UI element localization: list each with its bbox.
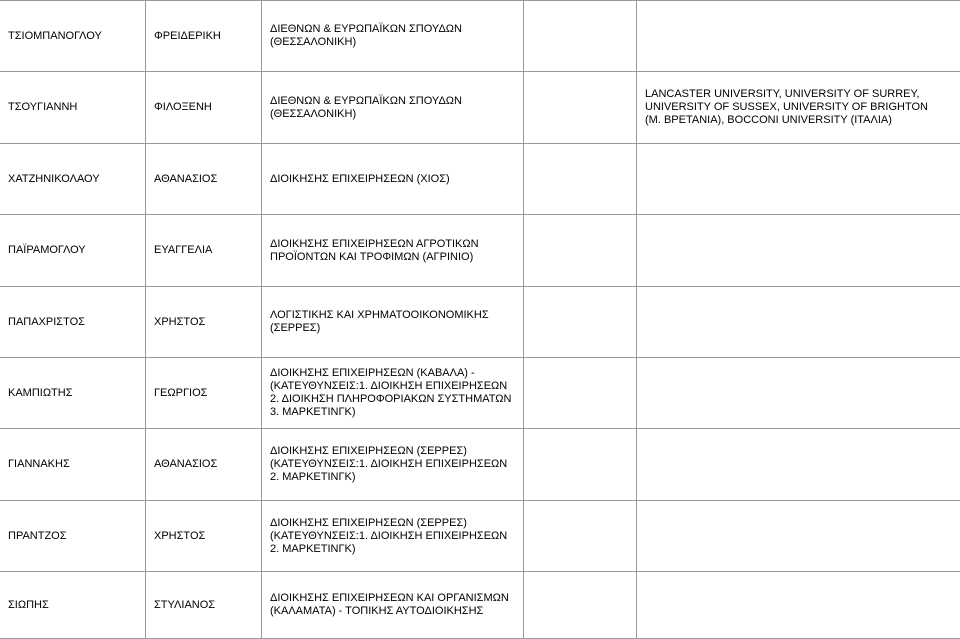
first-name-cell: ΕΥΑΓΓΕΛΙΑ [146,215,262,287]
empty-cell [524,215,637,287]
empty-cell [524,572,637,639]
universities-cell [637,215,960,287]
surname-cell: ΧΑΤΖΗΝΙΚΟΛΑΟΥ [0,144,146,215]
surname-cell: ΓΙΑΝΝΑΚΗΣ [0,429,146,501]
table-row [0,144,960,215]
table-row [0,572,960,639]
first-name-cell: ΧΡΗΣΤΟΣ [146,287,262,358]
department-cell: ΔΙΟΙΚΗΣΗΣ ΕΠΙΧΕΙΡΗΣΕΩΝ (ΣΕΡΡΕΣ) (ΚΑΤΕΥΘΥΝΣΕΙΣ:1. ΔΙΟΙΚΗΣΗ ΕΠΙΧΕΙΡΗΣΕΩΝ 2. ΜΑΡΚΕΤΙΝΓΚ) [262,429,524,501]
table-row [0,72,960,144]
first-name-cell: ΣΤΥΛΙΑΝΟΣ [146,572,262,639]
surname-cell: ΚΑΜΠΙΩΤΗΣ [0,358,146,429]
empty-cell [524,501,637,572]
table-row [0,429,960,501]
surname-cell: ΠΑΪΡΑΜΟΓΛΟΥ [0,215,146,287]
empty-cell [524,1,637,72]
table-row [0,215,960,287]
department-cell: ΔΙΟΙΚΗΣΗΣ ΕΠΙΧΕΙΡΗΣΕΩΝ ΚΑΙ ΟΡΓΑΝΙΣΜΩΝ (ΚΑΛΑΜΑΤΑ) - ΤΟΠΙΚΗΣ ΑΥΤΟΔΙΟΙΚΗΣΗΣ [262,572,524,639]
universities-cell [637,287,960,358]
empty-cell [524,429,637,501]
records-table-body [0,1,960,639]
first-name-cell: ΑΘΑΝΑΣΙΟΣ [146,144,262,215]
table-row [0,287,960,358]
department-cell: ΔΙΕΘΝΩΝ & ΕΥΡΩΠΑΪΚΩΝ ΣΠΟΥΔΩΝ (ΘΕΣΣΑΛΟΝΙΚΗ) [262,72,524,144]
surname-cell: ΠΡΑΝΤΖΟΣ [0,501,146,572]
first-name-cell: ΓΕΩΡΓΙΟΣ [146,358,262,429]
surname-cell: ΤΣΙΟΜΠΑΝΟΓΛΟΥ [0,1,146,72]
department-cell: ΔΙΟΙΚΗΣΗΣ ΕΠΙΧΕΙΡΗΣΕΩΝ (ΚΑΒΑΛΑ) - (ΚΑΤΕΥΘΥΝΣΕΙΣ:1. ΔΙΟΙΚΗΣΗ ΕΠΙΧΕΙΡΗΣΕΩΝ 2. ΔΙΟΙΚΗΣΗ ΠΛΗΡΟΦΟΡΙΑΚΩΝ ΣΥΣΤΗΜΑΤΩΝ 3. ΜΑΡΚΕΤΙΝΓΚ) [262,358,524,429]
universities-cell [637,501,960,572]
department-cell: ΔΙΟΙΚΗΣΗΣ ΕΠΙΧΕΙΡΗΣΕΩΝ (ΧΙΟΣ) [262,144,524,215]
universities-cell [637,358,960,429]
department-cell: ΛΟΓΙΣΤΙΚΗΣ ΚΑΙ ΧΡΗΜΑΤΟΟΙΚΟΝΟΜΙΚΗΣ (ΣΕΡΡΕΣ) [262,287,524,358]
universities-cell [637,572,960,639]
first-name-cell: ΦΙΛΟΞΕΝΗ [146,72,262,144]
table-row [0,358,960,429]
universities-cell [637,429,960,501]
empty-cell [524,358,637,429]
table-row [0,1,960,72]
records-table [0,1,960,639]
table-row [0,501,960,572]
universities-cell [637,144,960,215]
department-cell: ΔΙΕΘΝΩΝ & ΕΥΡΩΠΑΪΚΩΝ ΣΠΟΥΔΩΝ (ΘΕΣΣΑΛΟΝΙΚΗ) [262,1,524,72]
first-name-cell: ΧΡΗΣΤΟΣ [146,501,262,572]
empty-cell [524,144,637,215]
surname-cell: ΣΙΩΠΗΣ [0,572,146,639]
first-name-cell: ΑΘΑΝΑΣΙΟΣ [146,429,262,501]
department-cell: ΔΙΟΙΚΗΣΗΣ ΕΠΙΧΕΙΡΗΣΕΩΝ (ΣΕΡΡΕΣ) (ΚΑΤΕΥΘΥΝΣΕΙΣ:1. ΔΙΟΙΚΗΣΗ ΕΠΙΧΕΙΡΗΣΕΩΝ 2. ΜΑΡΚΕΤΙΝΓΚ) [262,501,524,572]
surname-cell: ΠΑΠΑΧΡΙΣΤΟΣ [0,287,146,358]
empty-cell [524,72,637,144]
surname-cell: ΤΣΟΥΓΙΑΝΝΗ [0,72,146,144]
department-cell: ΔΙΟΙΚΗΣΗΣ ΕΠΙΧΕΙΡΗΣΕΩΝ ΑΓΡΟΤΙΚΩΝ ΠΡΟΪΟΝΤΩΝ ΚΑΙ ΤΡΟΦΙΜΩΝ (ΑΓΡΙΝΙΟ) [262,215,524,287]
universities-cell [637,1,960,72]
first-name-cell: ΦΡΕΙΔΕΡΙΚΗ [146,1,262,72]
empty-cell [524,287,637,358]
universities-cell: LANCASTER UNIVERSITY, UNIVERSITY OF SURREY, UNIVERSITY OF SUSSEX, UNIVERSITY OF BRIGHTON (Μ. ΒΡΕΤΑΝΙΑ), BOCCONI UNIVERSITY (ΙΤΑΛΙΑ) [637,72,960,144]
